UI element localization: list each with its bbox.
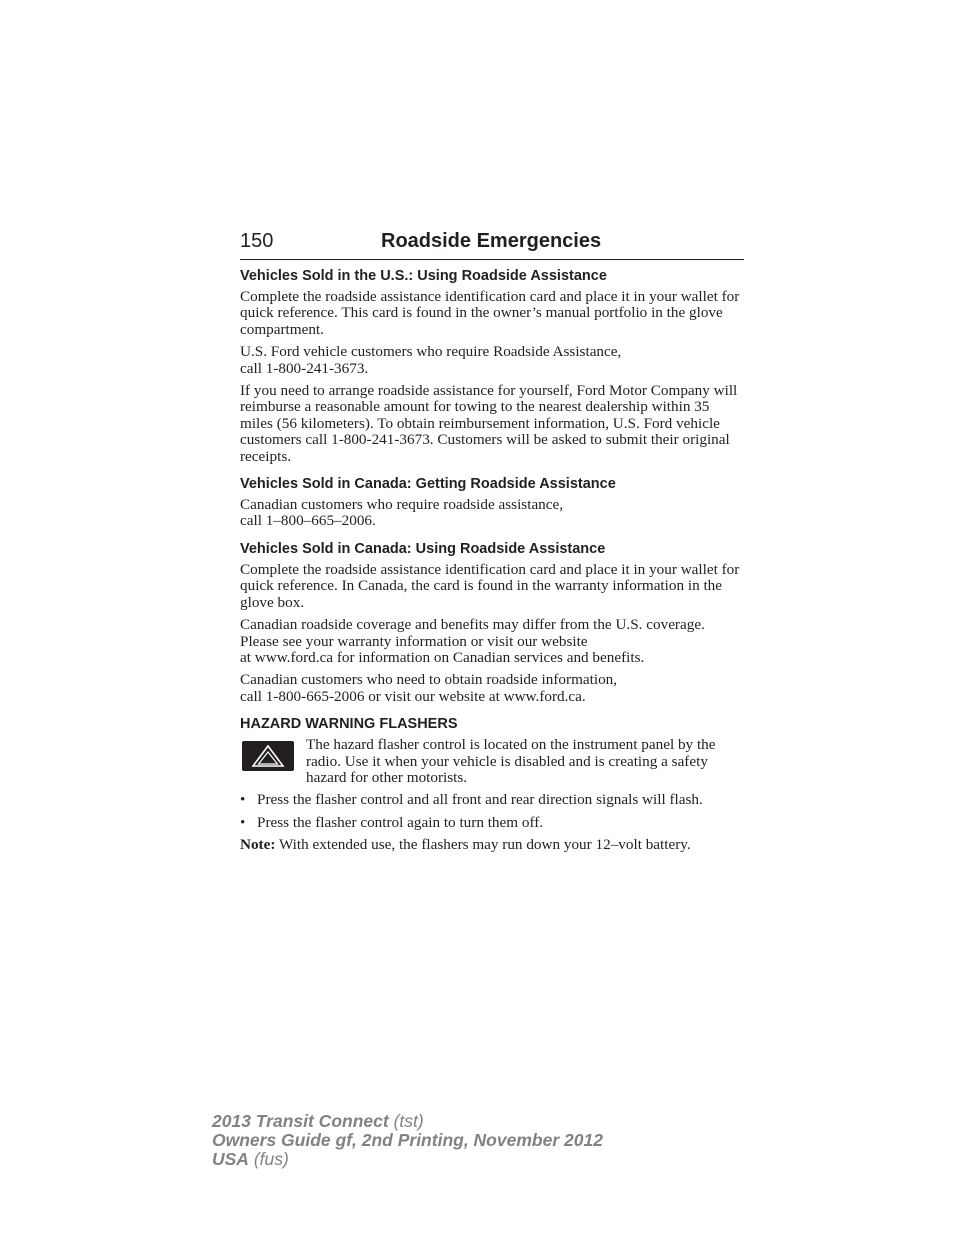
- hazard-intro-block: [240, 737, 744, 786]
- paragraph: Complete the roadside assistance identification card and place it in your wallet for quick reference. In Canada, the card is found in the warranty information in the glove box.: [240, 560, 740, 611]
- section-heading: Vehicles Sold in the U.S.: Using Roadside Assistance: [240, 268, 607, 284]
- page-header: [240, 229, 744, 260]
- list-item-text: Press the flasher control again to turn them off.: [257, 813, 544, 831]
- page-title: Roadside Emergencies: [381, 230, 602, 252]
- paragraph: [240, 617, 744, 666]
- note-label: Note:: [240, 836, 276, 854]
- section-heading: Vehicles Sold in Canada: Using Roadside Assistance: [240, 540, 606, 557]
- page-content: [240, 267, 744, 864]
- paragraph-line: Canadian customers who need to obtain roadside information,: [240, 671, 618, 689]
- paragraph-line: Canadian roadside coverage and benefits may differ from the U.S. coverage. Please see your warranty information or visit our website: [240, 616, 705, 650]
- bullet-marker: •: [240, 813, 246, 831]
- bullet-marker: •: [240, 791, 246, 809]
- footer-line-3: [212, 1150, 603, 1169]
- hazard-triangle-icon: [242, 741, 294, 771]
- section-hazard-warning-flashers: [240, 715, 744, 853]
- footer-line-1: [212, 1112, 603, 1131]
- footer-market: USA: [212, 1149, 249, 1169]
- section-canada-getting-assistance: [240, 475, 744, 530]
- phone-number: call 1–800–665–2006.: [240, 512, 376, 530]
- footer-market-code: (fus): [253, 1149, 289, 1169]
- footer-line-2: Owners Guide gf, 2nd Printing, November 2012: [212, 1130, 603, 1150]
- paragraph: [240, 344, 744, 377]
- phone-number: call 1-800-241-3673.: [240, 359, 369, 377]
- section-canada-using-assistance: [240, 540, 744, 705]
- paragraph-line: call 1-800-665-2006 or visit our website at www.ford.ca.: [240, 687, 586, 705]
- list-item-text: Press the flasher control and all front and rear direction signals will flash.: [257, 791, 703, 809]
- page-number: 150: [240, 230, 274, 252]
- list-item: [240, 815, 744, 831]
- bullet-list: [240, 792, 744, 831]
- paragraph: [240, 672, 744, 705]
- footer-model-code: (tst): [393, 1111, 424, 1131]
- paragraph-line: Canadian customers who require roadside assistance,: [240, 496, 564, 514]
- section-us-using-assistance: [240, 267, 744, 465]
- footer-model: 2013 Transit Connect: [212, 1111, 389, 1131]
- paragraph-line: U.S. Ford vehicle customers who require Roadside Assistance,: [240, 343, 622, 361]
- section-heading: Vehicles Sold in Canada: Getting Roadside Assistance: [240, 476, 616, 493]
- paragraph-line: at www.ford.ca for information on Canadian services and benefits.: [240, 648, 645, 666]
- paragraph: If you need to arrange roadside assistance for yourself, Ford Motor Company will reimburse a reasonable amount for towing to the nearest dealership within 35 miles (56 kilometers). To obtain reimbursement information, U.S. Ford vehicle customers call 1-800-241-3673. Customers will be asked to submit their original receipts.: [240, 382, 738, 465]
- note-text: With extended use, the flashers may run down your 12–volt battery.: [278, 836, 691, 854]
- section-heading: HAZARD WARNING FLASHERS: [240, 716, 458, 733]
- paragraph: Complete the roadside assistance identification card and place it in your wallet for quick reference. This card is found in the owner’s manual portfolio in the glove compartment.: [240, 288, 740, 338]
- note-paragraph: [240, 837, 744, 853]
- paragraph: The hazard flasher control is located on the instrument panel by the radio. Use it when your vehicle is disabled and is creating a safety hazard for other motorists.: [306, 736, 716, 786]
- paragraph: [240, 497, 744, 530]
- page-footer: [212, 1112, 603, 1169]
- list-item: [240, 792, 744, 808]
